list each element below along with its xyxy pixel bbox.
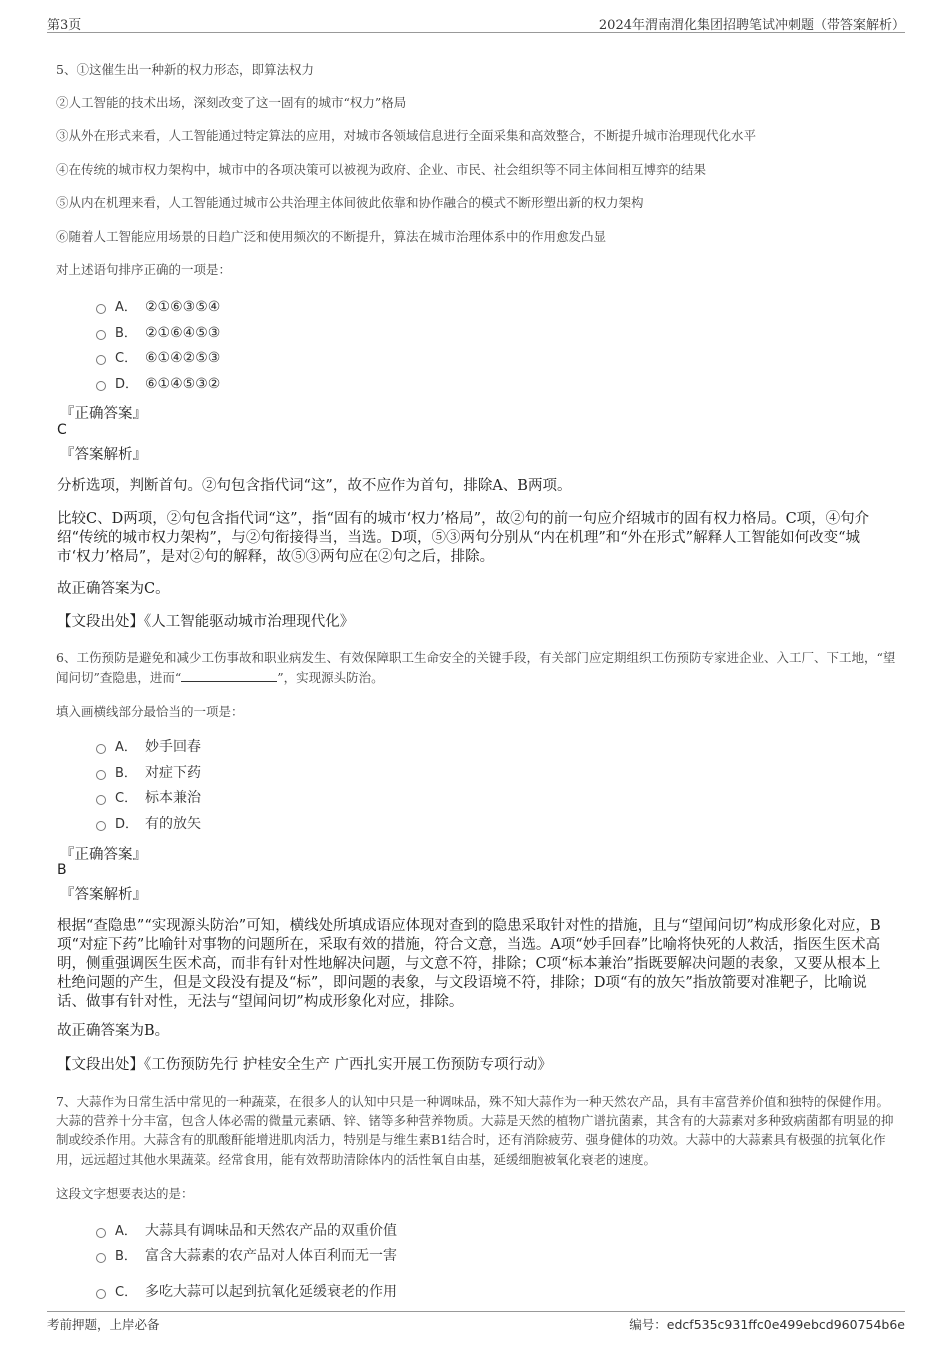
q6-source: 【文段出处】《工伤预防先行 护桂安全生产 广西扎实开展工伤预防专项行动》 bbox=[57, 1057, 552, 1073]
radio-icon[interactable] bbox=[96, 1289, 106, 1299]
radio-icon[interactable] bbox=[96, 744, 106, 754]
q6-analysis-2: 故正确答案为B。 bbox=[57, 1023, 170, 1039]
document-title: 2024年渭南渭化集团招聘笔试冲刺题（带答案解析） bbox=[598, 18, 905, 33]
q5-answer-label: 『正确答案』 bbox=[60, 406, 147, 422]
q7-option-c[interactable]: C． 多吃大蒜可以起到抗氧化延缓衰老的作用 bbox=[96, 1281, 397, 1303]
q5-analysis-label: 『答案解析』 bbox=[60, 447, 147, 463]
q6-answer-label: 『正确答案』 bbox=[60, 847, 147, 863]
page-header bbox=[47, 12, 905, 33]
q5-option-a[interactable]: A． ②①⑥③⑤④ bbox=[96, 296, 220, 318]
fill-blank bbox=[181, 668, 277, 682]
q6-prompt: 填入画横线部分最恰当的一项是： bbox=[56, 704, 244, 719]
q6-option-d[interactable]: D． 有的放矢 bbox=[96, 813, 201, 835]
q5-source: 【文段出处】《人工智能驱动城市治理现代化》 bbox=[57, 614, 355, 630]
q5-sentence-5: ⑤从内在机理来看，人工智能通过城市公共治理主体间彼此依靠和协作融合的模式不断形塑出新的权力架构 bbox=[56, 195, 644, 210]
q5-sentence-4: ④在传统的城市权力架构中，城市中的各项决策可以被视为政府、企业、市民、社会组织等不同主体间相互博弈的结果 bbox=[56, 162, 707, 177]
radio-icon[interactable] bbox=[96, 1253, 106, 1263]
q7-stem: 7、大蒜作为日常生活中常见的一种蔬菜，在很多人的认知中只是一种调味品，殊不知大蒜作为一种天然农产品，具有丰富营养价值和独特的保健作用。大蒜的营养十分丰富，包含人体必需的微量元素硒、锌、锗等多种营养物质。大蒜是天然的植物广谱抗菌素，其含有的大蒜素对多种致病菌都有明显的抑制或绞杀作用。大蒜含有的肌酸酐能增进肌肉活力，特别是与维生素B1结合时，还有消除疲劳、强身健体的功效。大蒜中的大蒜素具有极强的抗氧化作用，远远超过其他水果蔬菜。经常食用，能有效帮助清除体内的活性氧自由基，延缓细胞被氧化衰老的速度。 bbox=[56, 1094, 894, 1167]
q5-option-b[interactable]: B． ②①⑥④⑤③ bbox=[96, 322, 220, 344]
q6-stem: 6、工伤预防是避免和减少工伤事故和职业病发生、有效保障职工生命安全的关键手段，有关部门应定期组织工伤预防专家进企业、入工厂、下工地，“望闻问切”查隐患，进而“ ”，实现源头防治。 bbox=[56, 650, 896, 685]
page-footer bbox=[47, 1311, 905, 1336]
q5-sentence-6: ⑥随着人工智能应用场景的日趋广泛和使用频次的不断提升，算法在城市治理体系中的作用愈发凸显 bbox=[56, 229, 607, 244]
radio-icon[interactable] bbox=[96, 304, 106, 314]
radio-icon[interactable] bbox=[96, 821, 106, 831]
radio-icon[interactable] bbox=[96, 795, 106, 805]
radio-icon[interactable] bbox=[96, 355, 106, 365]
radio-icon[interactable] bbox=[96, 770, 106, 780]
q5-sentence-2: ②人工智能的技术出场，深刻改变了这一固有的城市“权力”格局 bbox=[56, 95, 407, 110]
q6-analysis-label: 『答案解析』 bbox=[60, 887, 147, 903]
q5-option-c[interactable]: C． ⑥①④②⑤③ bbox=[96, 347, 220, 369]
q6-option-a[interactable]: A． 妙手回春 bbox=[96, 736, 201, 758]
q5-sentence-3: ③从外在形式来看，人工智能通过特定算法的应用，对城市各领域信息进行全面采集和高效整合，不断提升城市治理现代化水平 bbox=[56, 128, 757, 143]
q5-option-d[interactable]: D． ⑥①④⑤③② bbox=[96, 373, 220, 395]
q5-prompt: 对上述语句排序正确的一项是： bbox=[56, 262, 232, 277]
q6-option-c[interactable]: C． 标本兼治 bbox=[96, 787, 201, 809]
document-id: 编号：edcf535c931ffc0e499ebcd960754b6e bbox=[629, 1317, 905, 1332]
footer-slogan: 考前押题，上岸必备 bbox=[47, 1317, 160, 1332]
q7-option-a[interactable]: A． 大蒜具有调味品和天然农产品的双重价值 bbox=[96, 1220, 397, 1242]
q5-analysis-2: 比较C、D两项，②句包含指代词“这”，指“固有的城市‘权力’格局”，故②句的前一句应介绍城市的固有权力格局。C项，④句介绍“传统的城市权力架构”，与②句衔接得当，当选。D项，⑤③两句分别从“内在机理”和“外在形式”解释人工智能如何改变“城市‘权力’格局”，是对②句的解释，故⑤③两句应在②句之后，排除。 bbox=[57, 511, 870, 565]
q6-option-b[interactable]: B． 对症下药 bbox=[96, 762, 201, 784]
q5-analysis-3: 故正确答案为C。 bbox=[57, 581, 170, 597]
q5-analysis-1: 分析选项，判断首句。②句包含指代词“这”，故不应作为首句，排除A、B两项。 bbox=[57, 478, 572, 494]
page-number: 第3页 bbox=[47, 18, 82, 33]
q6-analysis-1: 根据“查隐患”“实现源头防治”可知，横线处所填成语应体现对查到的隐患采取针对性的措施，且与“望闻问切”构成形象化对应，B项“对症下药”比喻针对事物的问题所在，采取有效的措施，符合文意，当选。A项“妙手回春”比喻将快死的人救活，指医生医术高明，侧重强调医生医术高，而非有针对性地解决问题，与文意不符，排除；C项“标本兼治”指既要解决问题的表象，又要从根本上杜绝问题的产生，但是文段没有提及“标”，即问题的表象，与文段语境不符，排除；D项“有的放矢”指放箭要对准靶子，比喻说话、做事有针对性，无法与“望闻问切”构成形象化对应，排除。 bbox=[57, 918, 881, 1010]
radio-icon[interactable] bbox=[96, 381, 106, 391]
radio-icon[interactable] bbox=[96, 1228, 106, 1238]
q7-option-b[interactable]: B． 富含大蒜素的农产品对人体百利而无一害 bbox=[96, 1245, 397, 1267]
q6-answer: B bbox=[57, 862, 67, 878]
q5-answer: C bbox=[57, 422, 67, 438]
q7-prompt: 这段文字想要表达的是： bbox=[56, 1186, 194, 1201]
radio-icon[interactable] bbox=[96, 330, 106, 340]
q5-sentence-1: 5、①这催生出一种新的权力形态，即算法权力 bbox=[56, 62, 314, 77]
